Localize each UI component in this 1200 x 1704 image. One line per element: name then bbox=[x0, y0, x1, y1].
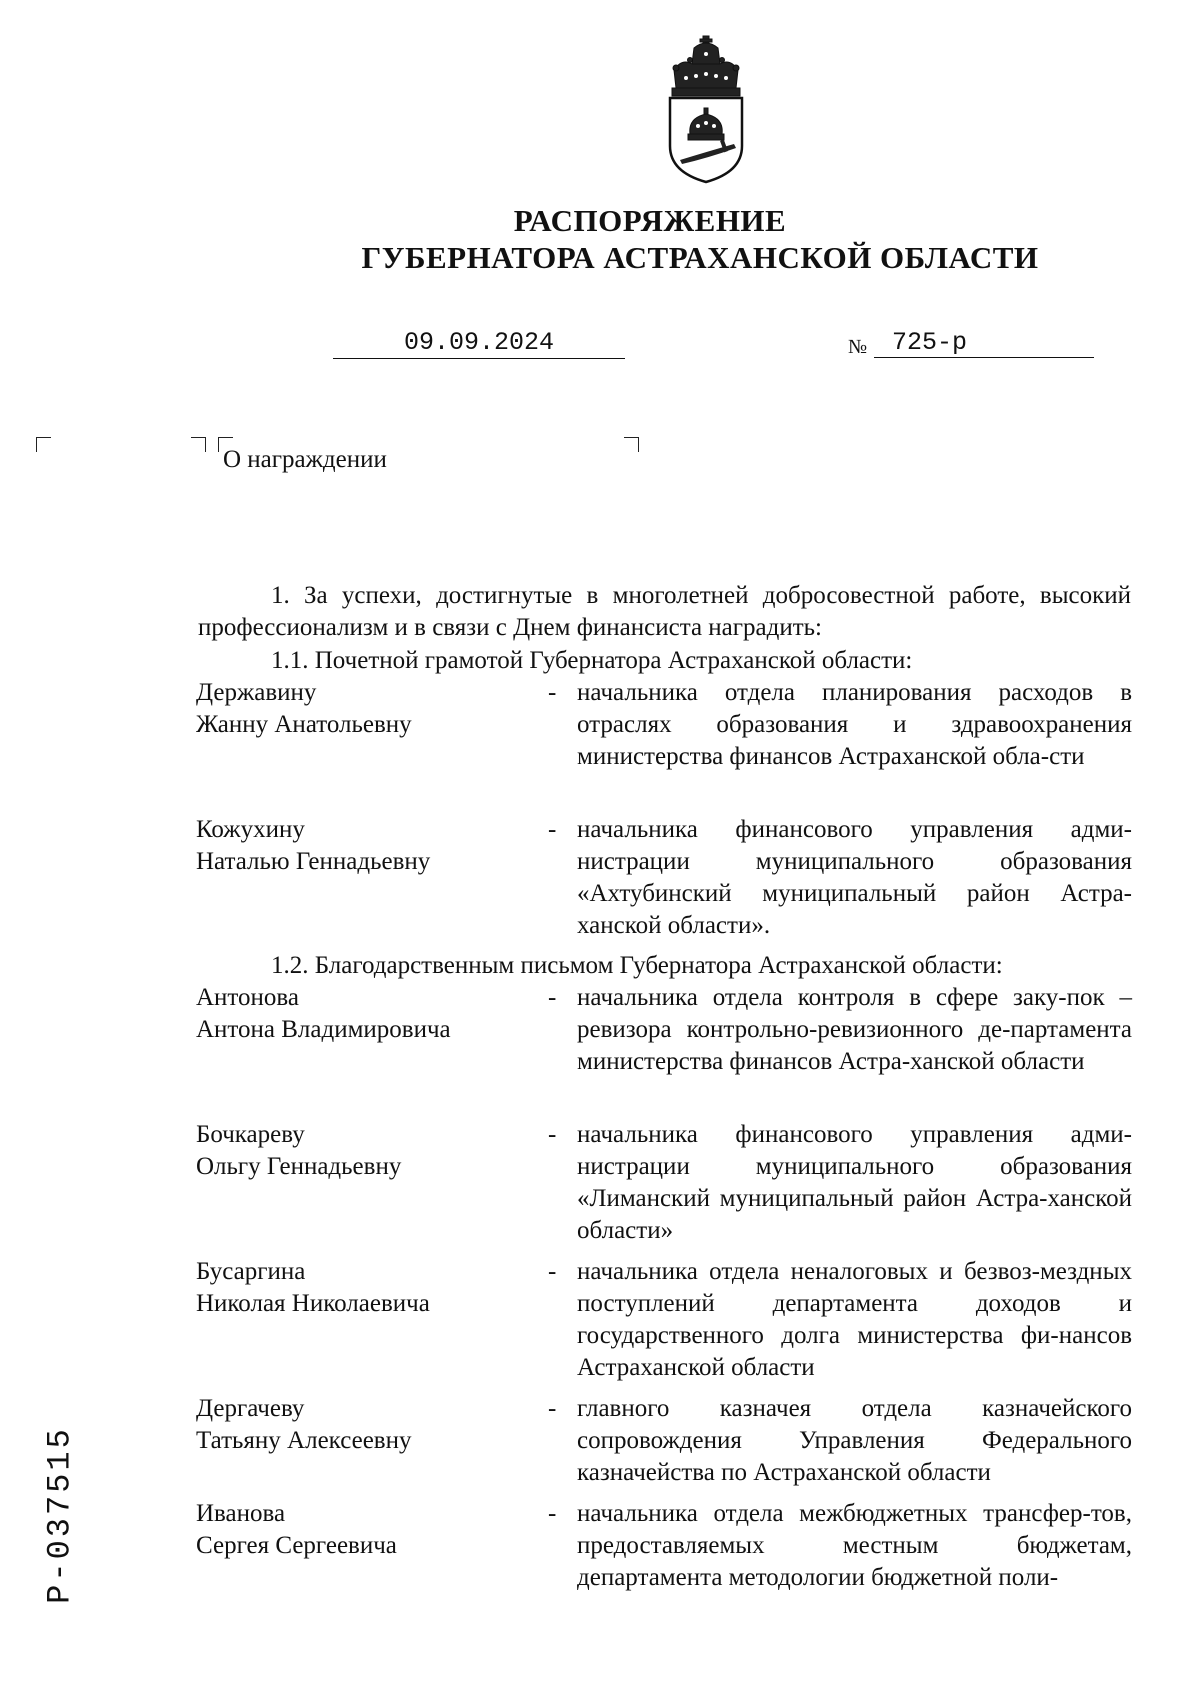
awardee-dash: - bbox=[548, 1500, 557, 1527]
awardee-position: начальника финансового управления адми-нистрации муниципального образования «Лиманский муниципальный район Астра-ханской области» bbox=[577, 1121, 1132, 1244]
awardee-position: начальника финансового управления адми-нистрации муниципального образования «Ахтубинский муниципальный район Астра-ханской области». bbox=[577, 816, 1132, 939]
awardee-dash: - bbox=[548, 1258, 557, 1285]
awardee-name bbox=[196, 677, 536, 741]
awardee-name bbox=[196, 1393, 536, 1457]
awardee-position: начальника отдела планирования расходов в отраслях образования и здравоохранения министерства финансов Астраханской обла-сти bbox=[577, 679, 1132, 770]
section-heading: 1.2. Благодарственным письмом Губернатора Астраханской области: bbox=[271, 952, 1003, 979]
awardee-dash: - bbox=[548, 816, 557, 843]
document-number: 725-р bbox=[874, 328, 1094, 358]
subject-bracket-end bbox=[624, 437, 639, 452]
section-heading: 1.1. Почетной грамотой Губернатора Астраханской области: bbox=[271, 647, 913, 674]
awardee-surname: Бочкареву bbox=[196, 1121, 305, 1148]
awardee-given-name: Татьяну Алексеевну bbox=[196, 1427, 412, 1454]
awardee-dash: - bbox=[548, 1395, 557, 1422]
awardee-dash: - bbox=[548, 679, 557, 706]
awardee-dash: - bbox=[548, 984, 557, 1011]
intro-paragraph: 1. За успехи, достигнутые в многолетней добросовестной работе, высокий профессионализм и в связи с Днем финансиста наградить: bbox=[198, 582, 1131, 641]
awardee-given-name: Наталью Геннадьевну bbox=[196, 848, 431, 875]
margin-corner-mark bbox=[36, 437, 51, 452]
awardee-name bbox=[196, 1119, 536, 1183]
subject-bracket-left-end bbox=[191, 437, 206, 452]
awardee-name bbox=[196, 814, 536, 878]
document-subject: О награждении bbox=[223, 446, 387, 473]
awardee-position: начальника отдела межбюджетных трансфер-тов, предоставляемых местным бюджетам, департамента методологии бюджетной поли- bbox=[577, 1500, 1132, 1591]
awardee-surname: Державину bbox=[196, 679, 317, 706]
awardee-name bbox=[196, 1498, 536, 1562]
awardee-given-name: Ольгу Геннадьевну bbox=[196, 1153, 402, 1180]
awardee-given-name: Жанну Анатольевну bbox=[196, 711, 412, 738]
awardee-surname: Антонова bbox=[196, 984, 299, 1011]
number-sign: № bbox=[848, 336, 868, 358]
document-title: РАСПОРЯЖЕНИЕ bbox=[513, 203, 787, 238]
awardee-surname: Дергачеву bbox=[196, 1395, 305, 1422]
form-serial-number bbox=[20, 1380, 100, 1650]
awardee-position: главного казначея отдела казначейского сопровождения Управления Федерального казначейства по Астраханской области bbox=[577, 1395, 1132, 1486]
awardee-given-name: Антона Владимировича bbox=[196, 1016, 451, 1043]
awardee-surname: Бусаргина bbox=[196, 1258, 306, 1285]
document-issuer: ГУБЕРНАТОРА АСТРАХАНСКОЙ ОБЛАСТИ bbox=[361, 240, 1039, 275]
coat-of-arms-icon bbox=[662, 34, 750, 184]
awardee-surname: Кожухину bbox=[196, 816, 305, 843]
awardee-name bbox=[196, 982, 536, 1046]
awardee-given-name: Николая Николаевича bbox=[196, 1290, 430, 1317]
awardee-given-name: Сергея Сергеевича bbox=[196, 1532, 397, 1559]
document-date: 09.09.2024 bbox=[333, 328, 625, 359]
awardee-name bbox=[196, 1256, 536, 1320]
awardee-surname: Иванова bbox=[196, 1500, 286, 1527]
awardee-dash: - bbox=[548, 1121, 557, 1148]
awardee-position: начальника отдела неналоговых и безвоз-мездных поступлений департамента доходов и государственного долга министерства фи-нансов Астраханской области bbox=[577, 1258, 1132, 1381]
serial-number-text: Р-037515 bbox=[41, 1426, 79, 1604]
awardee-position: начальника отдела контроля в сфере заку-пок – ревизора контрольно-ревизионного де-партамента министерства финансов Астра-ханской области bbox=[577, 984, 1132, 1075]
